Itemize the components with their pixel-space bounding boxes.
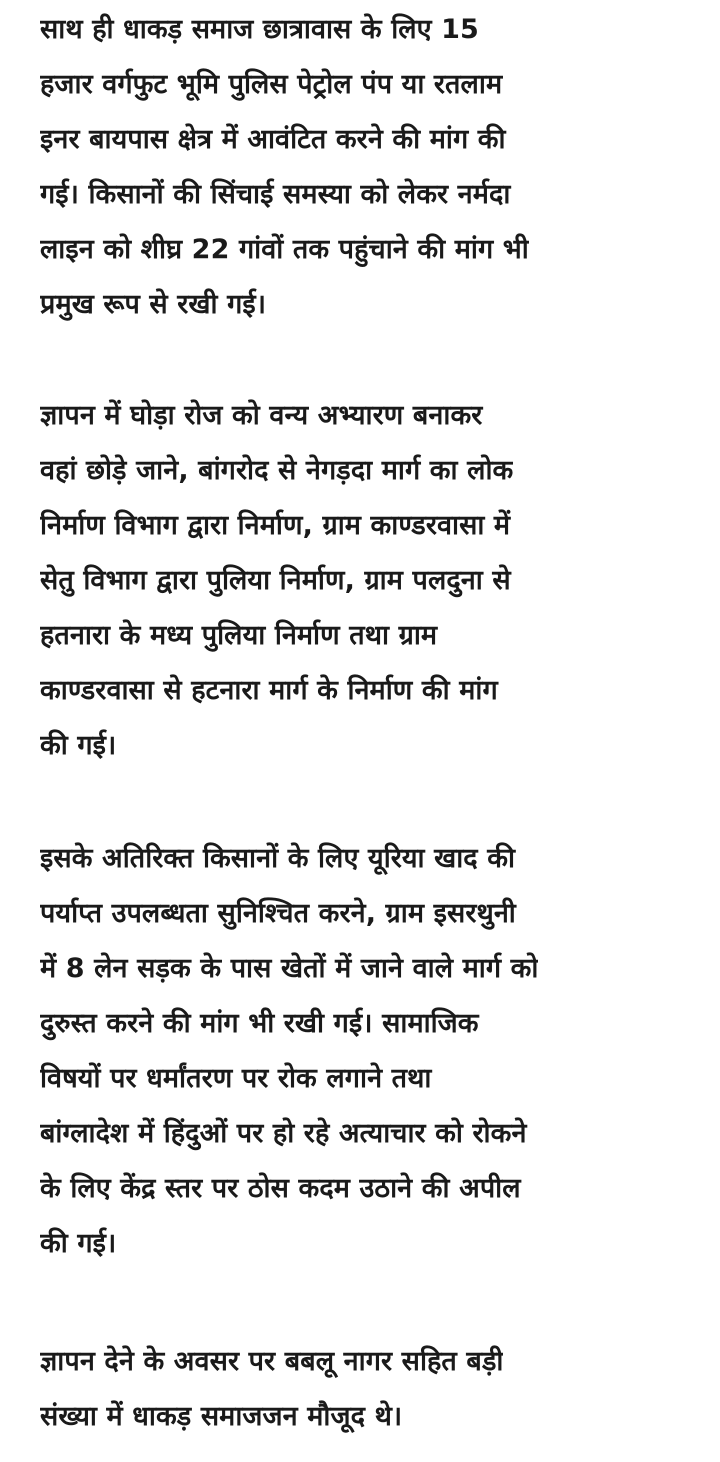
text-line: इनर बायपास क्षेत्र में आवंटित करने की मांग की (40, 124, 506, 155)
text-line: इसके अतिरिक्त किसानों के लिए यूरिया खाद की (40, 843, 516, 874)
paragraph-farmer-social-demands (40, 831, 538, 1271)
text-line: बांग्लादेश में हिंदुओं पर हो रहे अत्याचार को रोकने (40, 1118, 527, 1149)
text-line: संख्या में धाकड़ समाजजन मौजूद थे। (40, 1401, 403, 1432)
text-line: निर्माण विभाग द्वारा निर्माण, ग्राम काण्डरवासा में (40, 510, 511, 541)
text-line: प्रमुख रूप से रखी गई। (40, 289, 267, 320)
text-line: साथ ही धाकड़ समाज छात्रावास के लिए 15 (40, 14, 479, 45)
text-line: वहां छोड़े जाने, बांगरोद से नेगड़दा मार्ग का लोक (40, 455, 514, 486)
text-line: के लिए केंद्र स्तर पर ठोस कदम उठाने की अपील (40, 1173, 521, 1204)
text-line: हतनारा के मध्य पुलिया निर्माण तथा ग्राम (40, 620, 438, 651)
text-line: काण्डरवासा से हटनारा मार्ग के निर्माण की मांग (40, 675, 498, 706)
text-line: की गई। (40, 1228, 117, 1259)
text-line: विषयों पर धर्मांतरण पर रोक लगाने तथा (40, 1063, 432, 1094)
text-line: गई। किसानों की सिंचाई समस्या को लेकर नर्मदा (40, 179, 511, 210)
text-line: ज्ञापन देने के अवसर पर बबलू नागर सहित बड़ी (40, 1346, 504, 1377)
paragraph-attendees (40, 1334, 503, 1444)
text-line: ज्ञापन में घोड़ा रोज को वन्य अभ्यारण बनाकर (40, 400, 483, 431)
text-line: दुरुस्त करने की मांग भी रखी गई। सामाजिक (40, 1008, 479, 1039)
text-line: पर्याप्त उपलब्धता सुनिश्चित करने, ग्राम इसरथुनी (40, 898, 516, 929)
text-line: की गई। (40, 730, 117, 761)
text-line: लाइन को शीघ्र 22 गांवों तक पहुंचाने की मांग भी (40, 234, 529, 265)
text-line: हजार वर्गफुट भूमि पुलिस पेट्रोल पंप या रतलाम (40, 69, 503, 100)
paragraph-infrastructure-demands (40, 388, 513, 773)
text-line: सेतु विभाग द्वारा पुलिया निर्माण, ग्राम पलदुना से (40, 565, 511, 596)
paragraph-hostel-land-demand (40, 2, 529, 332)
text-line: में 8 लेन सड़क के पास खेतों में जाने वाले मार्ग को (40, 953, 539, 984)
